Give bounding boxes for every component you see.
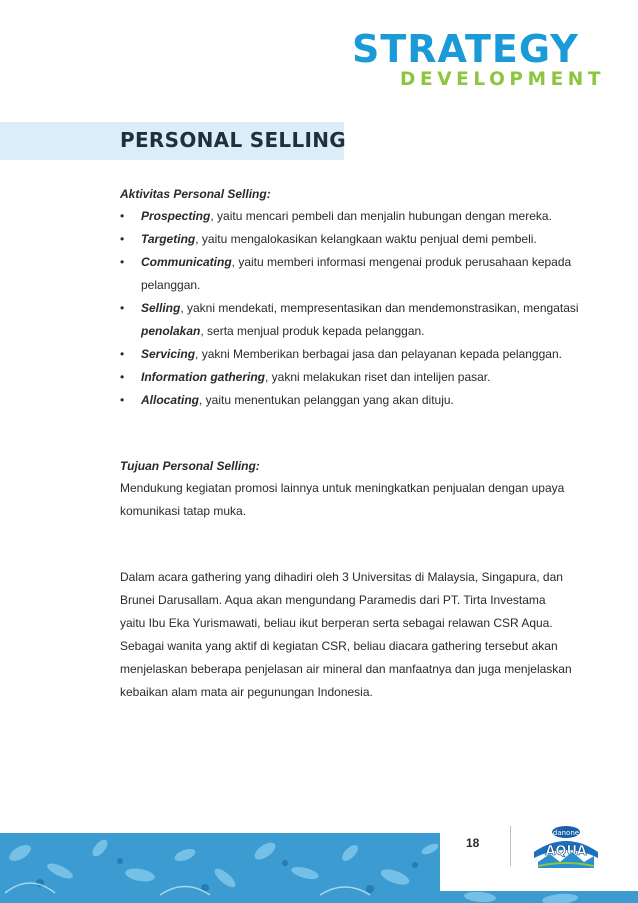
bullet-icon: • <box>120 209 125 223</box>
header-title-strategy: STRATEGY <box>352 27 579 71</box>
item-text: , yakni mendekati, mempresentasikan dan mendemonstrasikan, mengatasi <box>180 301 579 315</box>
item-term: Allocating <box>141 393 200 407</box>
paragraph-line: kebaikan alam mata air pegunungan Indonesia. <box>120 685 373 699</box>
item-term: Prospecting <box>141 209 211 223</box>
item-text: , yakni Memberikan berbagai jasa dan pelayanan kepada pelanggan. <box>195 347 562 361</box>
list-item <box>120 346 590 369</box>
aqua-logo-icon <box>526 822 606 870</box>
item-term: Targeting <box>141 232 196 246</box>
paragraph-line: Dalam acara gathering yang dihadiri oleh 3 Universitas di Malaysia, Singapura, dan <box>120 570 563 584</box>
list-item-continuation <box>120 323 590 346</box>
list-item <box>120 300 590 323</box>
list-item <box>120 369 590 392</box>
item-term: Information gathering <box>141 370 265 384</box>
list-item <box>120 231 590 254</box>
spacer <box>120 526 590 569</box>
item-text: , yaitu mencari pembeli dan menjalin hubungan dengan mereka. <box>210 209 552 223</box>
item-term: Servicing <box>141 347 196 361</box>
item-term: Selling <box>141 301 181 315</box>
item-text: , yaitu memberi informasi mengenai produk perusahaan kepada <box>231 255 572 269</box>
bullet-icon: • <box>120 232 125 246</box>
logo-main-text: AQUA <box>545 844 587 859</box>
list-item <box>120 392 590 415</box>
page-number: 18 <box>466 836 480 850</box>
tujuan-heading: Tujuan Personal Selling: <box>120 459 260 473</box>
bullet-icon: • <box>120 347 125 361</box>
logo-top-text: danone <box>552 829 580 837</box>
header-title-development: DEVELOPMENT <box>400 69 606 90</box>
list-item <box>120 254 590 277</box>
item-term: Communicating <box>141 255 232 269</box>
item-text: , yaitu menentukan pelanggan yang akan dituju. <box>199 393 454 407</box>
aktivitas-heading: Aktivitas Personal Selling: <box>120 187 271 201</box>
paragraph <box>120 569 590 707</box>
bullet-icon: • <box>120 255 125 269</box>
paragraph-line: Mendukung kegiatan promosi lainnya untuk meningkatkan penjualan dengan upaya <box>120 481 565 495</box>
item-text: pelanggan. <box>141 278 201 292</box>
main-content <box>120 186 590 707</box>
list-item-continuation <box>120 277 590 300</box>
paragraph-line: komunikasi tatap muka. <box>120 504 247 518</box>
footer-divider <box>510 826 511 866</box>
bullet-icon: • <box>120 393 125 407</box>
paragraph-line: Sebagai wanita yang aktif di kegiatan CSR, beliau diacara gathering tersebut akan <box>120 639 558 653</box>
item-text: , yakni melakukan riset dan intelijen pasar. <box>265 370 491 384</box>
list-item <box>120 208 590 231</box>
paragraph-line: menjelaskan beberapa penjelasan air mineral dan manfaatnya dan juga menjelaskan <box>120 662 572 676</box>
paragraph-line: yaitu Ibu Eka Yurismawati, beliau ikut berperan serta sebagai relawan CSR Aqua. <box>120 616 553 630</box>
section-title: PERSONAL SELLING <box>120 128 347 152</box>
item-text: , serta menjual produk kepada pelanggan. <box>200 324 425 338</box>
item-text: , yaitu mengalokasikan kelangkaan waktu penjual demi pembeli. <box>195 232 537 246</box>
bullet-icon: • <box>120 370 125 384</box>
paragraph-line: Brunei Darusallam. Aqua akan mengundang Paramedis dari PT. Tirta Investama <box>120 593 546 607</box>
item-term: penolakan <box>141 324 201 338</box>
spacer <box>120 415 590 458</box>
bullet-icon: • <box>120 301 125 315</box>
